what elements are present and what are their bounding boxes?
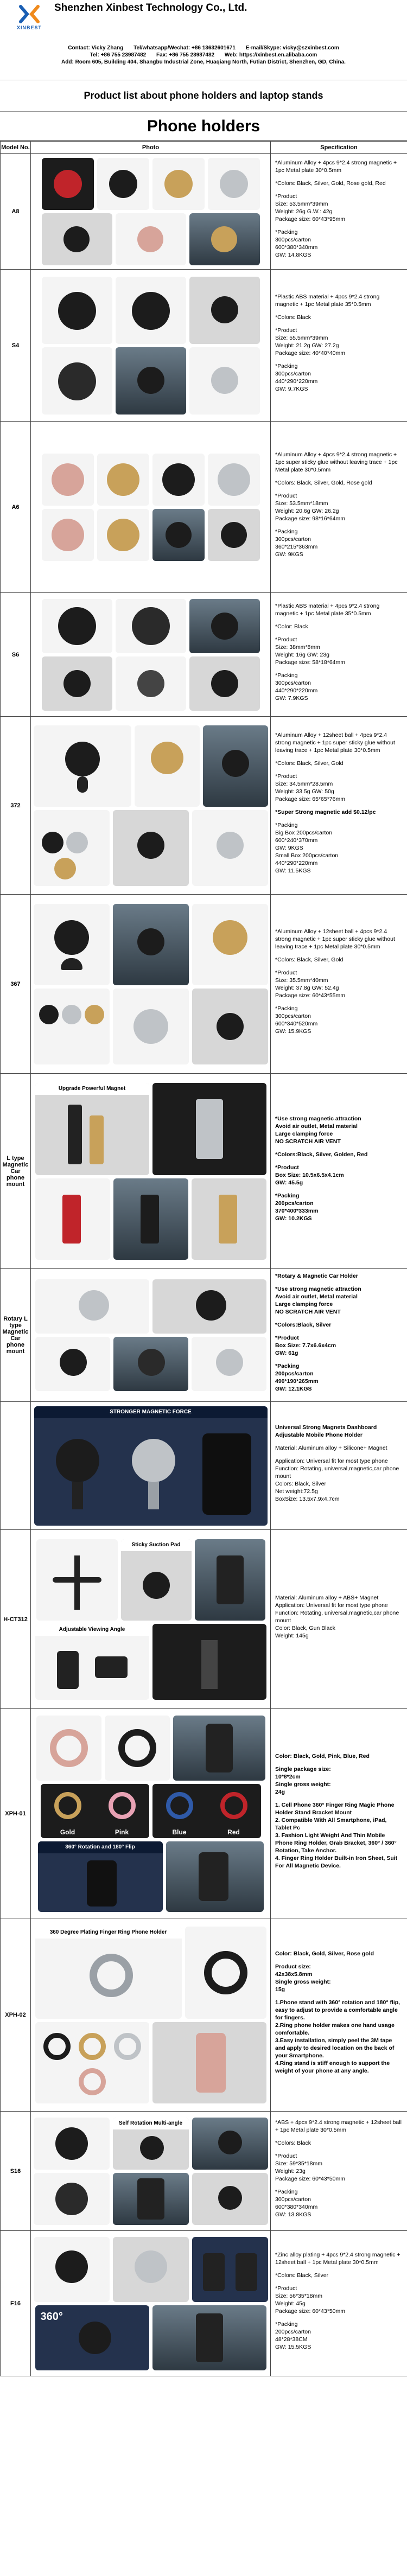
model-cell: 367	[1, 895, 31, 1074]
table-row	[1, 2231, 407, 2376]
product-photo	[31, 895, 271, 1074]
product-image	[189, 213, 260, 265]
product-image	[116, 213, 186, 265]
table-row	[1, 895, 407, 1074]
contact-fax: Fax: +86 755 23987482	[156, 52, 215, 58]
spec-line: *Packing 300pcs/carton 600*380*340mm GW: 14.8KGS	[275, 228, 318, 258]
table-row	[1, 270, 407, 422]
product-image	[113, 2173, 189, 2225]
spec-line: *Packing Big Box 200pcs/carton 600*240*370mm GW: 9KGS Small Box 200pcs/carton 440*290*220mm GW: 11.5KGS	[275, 821, 339, 874]
product-image	[42, 158, 94, 210]
table-row	[1, 422, 407, 593]
spec-line: 1. Cell Phone 360° Finger Ring Magic Phone Holder Stand Bracket Mount 2. Compatible With All Smartphone, iPad, Tablet Pc 3. Fashion Light Weight And Thin Mobile Phone Ring Holder, Grab Bracket, 360° / 360° Rotation, Take Anchor. 4. Finger Ring Holder Built-in Iron Sheet, Suit For All Magnetic Device.	[275, 1801, 398, 1869]
product-image	[42, 454, 94, 506]
product-image	[121, 1539, 192, 1621]
product-image	[113, 1178, 188, 1260]
product-photo	[31, 1918, 271, 2112]
spec-line: *Product Size: 53.5mm*18mm Weight: 20.6g GW: 26.2g Package size: 98*16*64mm	[275, 492, 345, 522]
header-model: Model No.	[1, 142, 31, 154]
spec-line: *Use strong magnetic attraction Avoid air outlet, Metal material Large clamping force NO SCRATCH AIR VENT	[275, 1115, 361, 1145]
product-image	[34, 2237, 110, 2302]
spec-line: 1.Phone stand with 360° rotation and 180° flip, easy to adjust to provide a comfortable angle for fingers. 2.Ring phone holder makes one hand usage comfortable. 3.Easy installation, simply peel the 3M tape and apply to desired location on the back of your Smartphone. 4.Ring stand is stiff enough to support the weight of your phone at any angle.	[275, 1999, 400, 2074]
table-row	[1, 1074, 407, 1269]
spec-line: *Colors: Black, Silver, Gold, Rose gold, Red	[275, 180, 386, 187]
product-image	[189, 277, 260, 344]
spec-cell	[271, 1709, 407, 1918]
product-photo	[31, 717, 271, 895]
image-banner: Self Rotation Multi-angle	[113, 2118, 189, 2129]
product-photo	[31, 1074, 271, 1269]
spec-line: *Colors: Black, Silver, Gold	[275, 956, 344, 963]
product-image	[135, 725, 200, 807]
spec-line: *Product Size: 38mm*8mm Weight: 16g GW: 23g Package size: 58*18*64mm	[275, 636, 345, 666]
product-image	[34, 2118, 110, 2170]
model-cell: S16	[1, 2112, 31, 2231]
spec-line: *ABS + 4pcs 9*2.4 strong magnetic + 12sheet ball + 1pc Metal plate 30*0.5mm	[275, 2119, 402, 2133]
model-cell: F16	[1, 2231, 31, 2376]
contact-row-1	[5, 44, 402, 52]
spec-line: *Product Size: 56*35*18mm Weight: 45g Package size: 60*43*50mm	[275, 2285, 345, 2314]
spec-line: Color: Black, Gold, Pink, Blue, Red	[275, 1752, 370, 1759]
product-image	[208, 509, 260, 561]
product-image	[36, 1716, 101, 1781]
product-image	[166, 1841, 264, 1912]
product-table	[0, 141, 407, 2376]
product-image	[152, 1279, 266, 1334]
product-image	[113, 2237, 189, 2302]
model-cell: Rotary L type Magnetic Car phone mount	[1, 1269, 31, 1402]
product-image	[116, 599, 186, 653]
contact-row-3	[5, 59, 402, 66]
table-row	[1, 593, 407, 717]
product-image	[152, 1624, 266, 1700]
product-image	[35, 1927, 182, 2019]
product-image	[42, 599, 112, 653]
logo-text: XINBEST	[16, 25, 42, 30]
product-photo	[31, 270, 271, 422]
product-image	[35, 2305, 149, 2370]
table-row	[1, 154, 407, 270]
product-image	[152, 509, 205, 561]
model-cell: L type Magnetic Car phone mount	[1, 1074, 31, 1269]
product-photo	[31, 1269, 271, 1402]
spec-line: *Colors: Black	[275, 314, 311, 321]
product-image	[152, 2022, 266, 2103]
spec-line: Universal Strong Magnets Dashboard Adjustable Mobile Phone Holder	[275, 1424, 377, 1438]
product-image	[113, 1337, 188, 1391]
table-row	[1, 1402, 407, 1530]
spec-line: *Product Size: 59*35*18mm Weight: 23g Package size: 60*43*50mm	[275, 2152, 345, 2182]
spec-cell	[271, 1269, 407, 1402]
spec-cell	[271, 717, 407, 895]
product-image	[192, 2173, 268, 2225]
spec-cell	[271, 593, 407, 717]
spec-line: *Color: Black	[275, 623, 308, 630]
spec-line: *Plastic ABS material + 4pcs 9*2.4 strong magnetic + 1pc Metal plate 35*0.5mm	[275, 602, 380, 617]
image-banner: Upgrade Powerful Magnet	[35, 1083, 149, 1095]
spec-line: *Colors: Black, Silver, Gold, Rose gold	[275, 479, 372, 486]
table-row	[1, 1918, 407, 2112]
spec-line: *Packing 200pcs/carton 490*190*265mm GW: 12.1KGS	[275, 1363, 319, 1392]
contact-row-2	[5, 52, 402, 59]
model-cell: 372	[1, 717, 31, 895]
contact-email[interactable]: E-mail/Skype: vicky@szxinbest.com	[245, 45, 339, 51]
spec-line: *Packing 300pcs/carton 600*380*340mm GW: 13.8KGS	[275, 2188, 318, 2218]
product-image	[189, 347, 260, 415]
header-photo: Photo	[31, 142, 271, 154]
product-photo	[31, 1402, 271, 1530]
header-spec: Specification	[271, 142, 407, 154]
product-photo	[31, 1530, 271, 1709]
spec-line: *Product Box Size: 7.7x6.6x4cm GW: 61g	[275, 1335, 336, 1356]
color-label: Gold	[60, 1828, 75, 1836]
product-image	[35, 2022, 149, 2103]
product-image	[97, 158, 149, 210]
image-banner: STRONGER MAGNETIC FORCE	[34, 1406, 268, 1418]
spec-line: *Product Size: 53.5mm*39mm Weight: 26g G.W.: 42g Package size: 60*43*95mm	[275, 193, 345, 222]
spec-line: *Zinc alloy plating + 4pcs 9*2.4 strong magnetic + 12sheet ball + 1pc Metal plate 30*0.5mm	[275, 2251, 400, 2266]
product-image	[116, 347, 186, 415]
product-image	[192, 989, 268, 1064]
product-image	[38, 1841, 163, 1912]
product-image	[152, 2305, 266, 2370]
spec-line: *Packing 300pcs/carton 440*290*220mm GW: 9.7KGS	[275, 362, 318, 392]
spec-line: Application: Universal fit for most type phone Function: Rotating, universal,magnetic,car phone mount Colors: Black, Silver Net weight:72.5g BoxSize: 13.5x7.9x4.7cm	[275, 1457, 399, 1502]
product-image	[42, 509, 94, 561]
product-image	[34, 904, 110, 985]
spec-cell	[271, 1402, 407, 1530]
product-image	[192, 2118, 268, 2170]
spec-line: *Colors: Black, Silver, Gold	[275, 760, 344, 767]
product-image	[42, 213, 112, 265]
table-row	[1, 1269, 407, 1402]
image-banner: 360 Degree Plating Finger Ring Phone Holder	[35, 1927, 182, 1939]
logo-mark-icon	[18, 3, 40, 25]
spec-line: *Packing 200pcs/carton 370*400*333mm GW: 10.2KGS	[275, 1192, 319, 1222]
spec-cell	[271, 2231, 407, 2376]
color-label: Pink	[115, 1828, 129, 1836]
spec-line: Single package size: 10*8*2cm Single gross weight: 24g	[275, 1765, 331, 1795]
product-image	[105, 1716, 170, 1781]
product-image	[42, 656, 112, 711]
product-image	[42, 347, 112, 415]
model-cell: S6	[1, 593, 31, 717]
company-logo	[10, 3, 49, 31]
contact-phone: Tel/whatsapp/Wechat: +86 13632601671	[133, 45, 236, 51]
spec-line: *Aluminum Alloy + 12sheet ball + 4pcs 9*2.4 strong magnetic + 1pc super sticky glue without leaving trace + 1pc Metal plate 30*0.5mm	[275, 731, 395, 754]
table-row	[1, 1530, 407, 1709]
product-image	[34, 989, 110, 1064]
product-image	[35, 1279, 149, 1334]
product-image	[192, 1178, 266, 1260]
model-cell: A6	[1, 422, 31, 593]
image-banner: 360° Rotation and 180° Flip	[38, 1841, 163, 1853]
contact-web[interactable]: Web: https://xinbest.en.alibaba.com	[224, 52, 317, 58]
product-image	[97, 509, 149, 561]
contact-tel: Tel: +86 755 23987482	[90, 52, 147, 58]
model-cell: XPH-01	[1, 1709, 31, 1918]
product-image	[113, 904, 189, 985]
contact-address: Add: Room 605, Building 404, Shangbu Industrial Zone, Huaqiang North, Futian District, Shenzhen, GD, China.	[61, 59, 346, 65]
product-image	[185, 1927, 266, 2019]
spec-cell	[271, 270, 407, 422]
product-image	[34, 725, 131, 807]
spec-cell	[271, 154, 407, 270]
model-cell: XPH-02	[1, 1918, 31, 2112]
spec-line: Material: Aluminum alloy + ABS+ Magnet Application: Universal fit for most type phone Function: Rotating, universal,magnetic,car phone mount Color: Black, Gun Black Weight: 145g	[275, 1594, 399, 1639]
table-row	[1, 717, 407, 895]
product-image	[189, 656, 260, 711]
spec-line: *Packing 300pcs/carton 440*290*220mm GW: 7.9KGS	[275, 672, 318, 702]
spec-line: *Colors: Black	[275, 2139, 311, 2146]
product-image	[116, 656, 186, 711]
spec-line: *Packing 300pcs/carton 600*340*520mm GW: 15.9KGS	[275, 1005, 318, 1035]
product-image	[35, 1083, 149, 1175]
spec-line: *Rotary & Magnetic Car Holder	[275, 1273, 358, 1279]
spec-line: *Colors: Black, Silver	[275, 2272, 329, 2279]
product-image	[192, 1337, 266, 1391]
product-photo	[31, 1709, 271, 1918]
spec-line: *Product Size: 55.5mm*39mm Weight: 21.2g GW: 27.2g Package size: 40*40*40mm	[275, 327, 345, 356]
image-caption: Adjustable Viewing Angle	[35, 1624, 149, 1636]
spec-cell	[271, 895, 407, 1074]
product-image	[97, 454, 149, 506]
spec-line: *Aluminum Alloy + 4pcs 9*2.4 strong magnetic + 1pc super sticky glue without leaving trace + 1pc Metal plate 30*0.5mm	[275, 451, 398, 473]
color-label: Blue	[172, 1828, 187, 1836]
model-cell: A8	[1, 154, 31, 270]
product-image	[34, 810, 110, 886]
spec-line: *Packing 300pcs/carton 360*215*363mm GW: 9KGS	[275, 528, 318, 558]
spec-line: *Packing 200pcs/carton 48*28*38CM GW: 15.5KGS	[275, 2320, 311, 2350]
product-image	[192, 2237, 268, 2302]
spec-line: *Product Box Size: 10.5x6.5x4.1cm GW: 45.5g	[275, 1164, 344, 1186]
document-subtitle: Product list about phone holders and laptop stands	[0, 80, 407, 112]
product-image	[192, 810, 268, 886]
product-image	[189, 599, 260, 653]
spec-line: *Colors:Black, Silver	[275, 1322, 332, 1328]
spec-line: *Use strong magnetic attraction Avoid air outlet, Metal material Large clamping force NO SCRATCH AIR VENT	[275, 1286, 361, 1315]
spec-line: *Plastic ABS material + 4pcs 9*2.4 strong magnetic + 1pc Metal plate 35*0.5mm	[275, 293, 380, 308]
product-image	[192, 904, 268, 985]
table-row	[1, 2112, 407, 2231]
product-image	[203, 725, 268, 807]
spec-line: *Aluminum Alloy + 12sheet ball + 4pcs 9*2.4 strong magnetic + 1pc super sticky glue without leaving trace + 1pc Metal plate 30*0.5mm	[275, 928, 395, 950]
product-image	[208, 158, 260, 210]
product-image	[208, 454, 260, 506]
spec-line: *Aluminum Alloy + 4pcs 9*2.4 strong magnetic + 1pc Metal plate 30*0.5mm	[275, 159, 397, 174]
product-photo	[31, 593, 271, 717]
product-image	[152, 1083, 266, 1175]
table-row	[1, 1709, 407, 1918]
company-name: Shenzhen Xinbest Technology Co., Ltd.	[54, 2, 247, 14]
product-image	[113, 2118, 189, 2170]
product-image	[116, 277, 186, 344]
image-banner: Sticky Suction Pad	[121, 1539, 192, 1551]
spec-line: *Colors:Black, Silver, Golden, Red	[275, 1151, 368, 1158]
model-cell	[1, 1402, 31, 1530]
spec-cell	[271, 2112, 407, 2231]
product-image	[34, 2173, 110, 2225]
spec-cell	[271, 422, 407, 593]
spec-line: Product size: 42x38x5.8mm Single gross weight: 15g	[275, 1963, 331, 1993]
model-cell: S4	[1, 270, 31, 422]
product-image	[152, 158, 205, 210]
spec-cell	[271, 1530, 407, 1709]
product-image	[42, 277, 112, 344]
spec-line: Material: Aluminum alloy + Silicone+ Magnet	[275, 1444, 387, 1451]
section-title: Phone holders	[0, 112, 407, 141]
spec-line: *Product Size: 34.5mm*28.5mm Weight: 33.5g GW: 50g Package size: 65*65*76mm	[275, 773, 345, 802]
contact-person: Contact: Vicky Zhang	[68, 45, 124, 51]
spec-cell	[271, 1918, 407, 2112]
product-photo	[31, 154, 271, 270]
header	[0, 0, 407, 80]
image-banner: 360°	[40, 2310, 63, 2323]
product-photo	[31, 2112, 271, 2231]
product-image	[35, 1337, 110, 1391]
contact-info	[5, 44, 402, 66]
product-image	[35, 1624, 149, 1700]
model-cell: H-CT312	[1, 1530, 31, 1709]
product-image	[152, 1784, 261, 1838]
product-photo	[31, 422, 271, 593]
color-label: Red	[227, 1828, 240, 1836]
table-header-row	[1, 142, 407, 154]
product-image	[41, 1784, 149, 1838]
product-image	[152, 454, 205, 506]
product-image	[195, 1539, 265, 1621]
product-image	[113, 989, 189, 1064]
product-image	[173, 1716, 265, 1781]
product-image	[113, 810, 189, 886]
product-photo	[31, 2231, 271, 2376]
spec-cell	[271, 1074, 407, 1269]
product-image	[34, 1406, 268, 1526]
product-image	[35, 1178, 110, 1260]
spec-line: *Super Strong magnetic add $0.12/pc	[275, 808, 376, 815]
spec-line: Color: Black, Gold, Silver, Rose gold	[275, 1950, 374, 1957]
product-image	[36, 1539, 118, 1621]
spec-line: *Product Size: 35.5mm*40mm Weight: 37.8g GW: 52.4g Package size: 60*43*55mm	[275, 969, 345, 999]
